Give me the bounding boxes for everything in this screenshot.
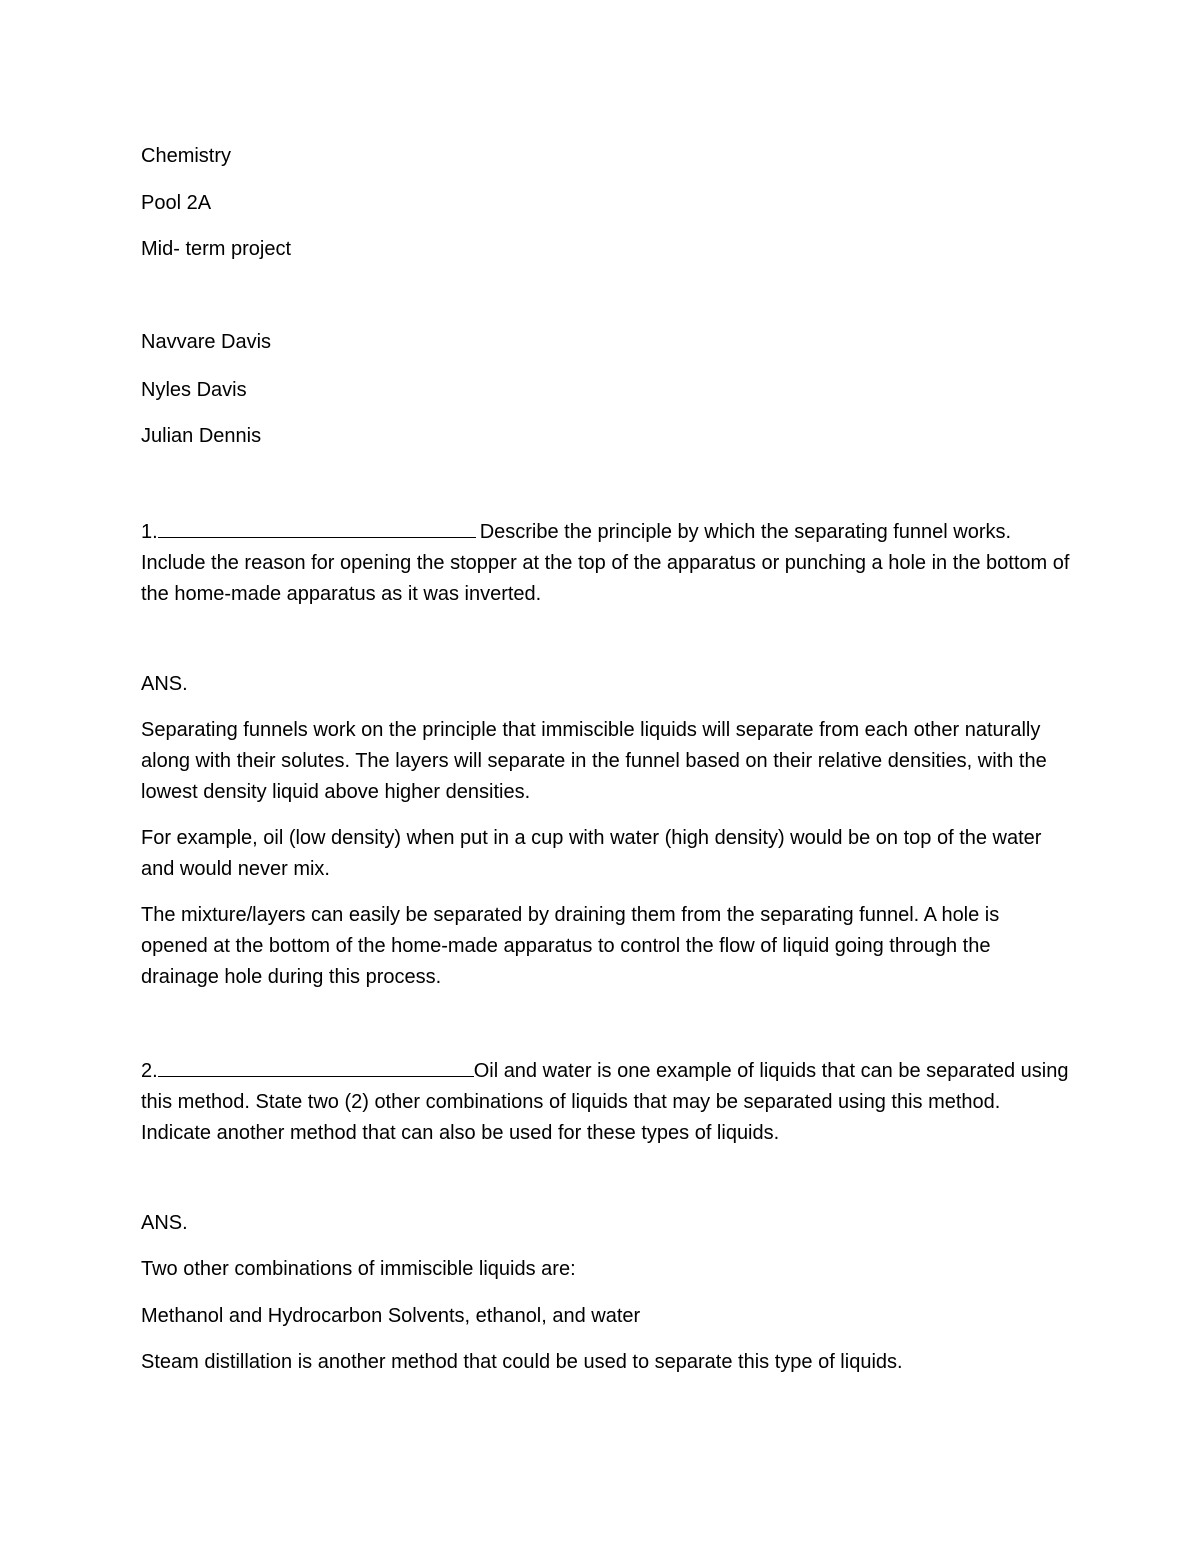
answer-paragraph: The mixture/layers can easily be separated by draining them from the separating funnel. A hole is opened at the bottom of the home-made apparatus to control the flow of liquid going through the drainage hole during this process.	[141, 904, 1000, 988]
subject-line: Chemistry	[141, 145, 232, 167]
answer-blank	[158, 1054, 474, 1077]
answer-line: Methanol and Hydrocarbon Solvents, ethanol, and water	[141, 1305, 641, 1327]
author-name: Julian Dennis	[141, 425, 262, 447]
ans-label: ANS.	[141, 673, 188, 695]
answer-line: Steam distillation is another method that could be used to separate this type of liquids.	[141, 1351, 903, 1373]
project-line: Mid- term project	[141, 238, 292, 260]
question-text: Describe the principle by which the separating funnel works. Include the reason for opening the stopper at the top of the apparatus or punching a hole in the bottom of the home-made apparatus as it was inverted.	[141, 521, 1070, 605]
question-number: 2.	[141, 1060, 158, 1082]
pool-line: Pool 2A	[141, 192, 212, 214]
question-2	[141, 1054, 1071, 1149]
question-text: Oil and water is one example of liquids that can be separated using this method. State two (2) other combinations of liquids that may be separated using this method. Indicate another method that can also be used for these types of liquids.	[141, 1060, 1069, 1144]
question-number: 1.	[141, 521, 158, 543]
question-1	[141, 515, 1071, 610]
author-name: Nyles Davis	[141, 379, 247, 401]
answer-paragraph: For example, oil (low density) when put in a cup with water (high density) would be on top of the water and would never mix.	[141, 827, 1042, 880]
author-name: Navvare Davis	[141, 331, 272, 353]
answer-line: Two other combinations of immiscible liquids are:	[141, 1258, 576, 1280]
answer-blank	[158, 515, 476, 538]
answer-paragraph: Separating funnels work on the principle that immiscible liquids will separate from each other naturally along with their solutes. The layers will separate in the funnel based on their relative densities, with the lowest density liquid above higher densities.	[141, 719, 1047, 803]
ans-label: ANS.	[141, 1212, 188, 1234]
